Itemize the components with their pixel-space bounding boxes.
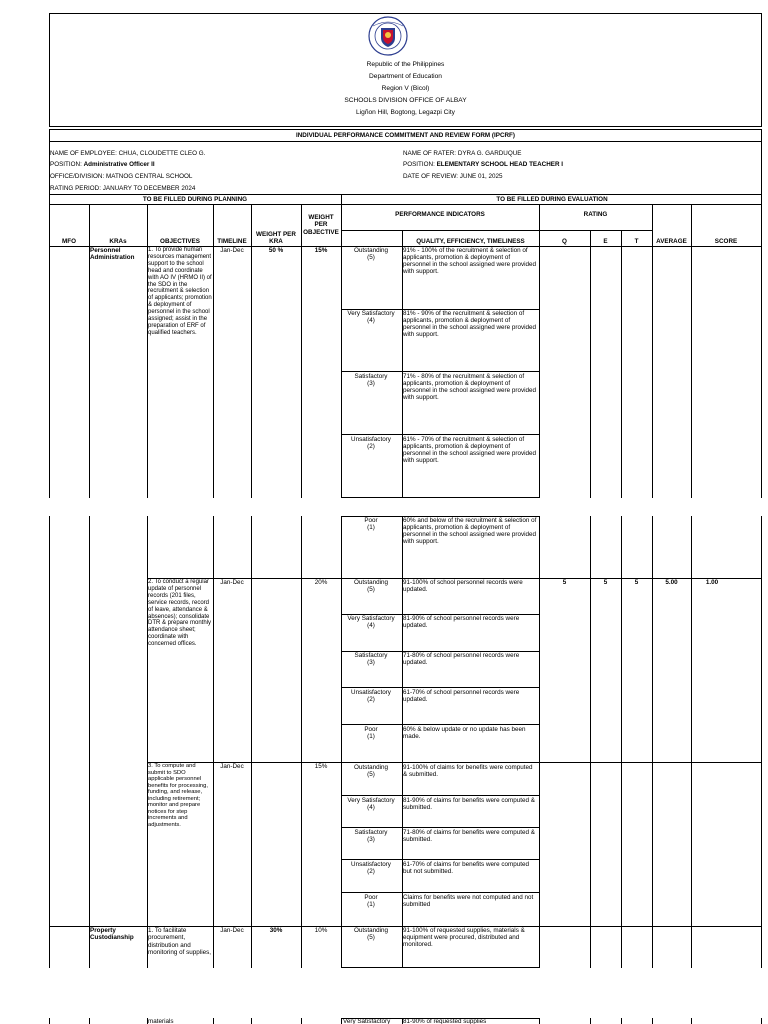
rater-position: ELEMENTARY SCHOOL HEAD TEACHER I — [436, 161, 564, 168]
objective-3-text: 3. To compute and submit to SDO applicable personnel benefits for processing, funding, and release, including retirement; monitor and prepare notices for step increments and adjustments. — [148, 763, 208, 828]
employee-name: CHUA, CLOUDETTE CLEO G. — [118, 150, 206, 157]
obj1-indicator-poor: 60% and below of the recruitment & selection of applicants, promotion & deployment of personnel in the school assigned were provided with support. — [403, 517, 537, 545]
col-qet: QUALITY, EFFICIENCY, TIMELINESS — [416, 238, 525, 245]
kra2-objective-1-continued: materials — [148, 1018, 174, 1024]
objective-1-weight: 15% — [314, 247, 328, 254]
obj1-indicator-unsatisfactory: 61% - 70% of the recruitment & selection of applicants, promotion & deployment of personnel in the school assigned were provided with support. — [403, 436, 537, 464]
obj1-indicator-outstanding: 91% - 100% of the recruitment & selection of applicants, promotion & deployment of personnel in the school assigned were provided with support. — [403, 247, 537, 275]
kra2-objective-1-weight: 10% — [314, 927, 328, 934]
employee-name-row — [50, 150, 205, 157]
deped-seal-icon — [359, 16, 417, 56]
col-kras: KRAs — [109, 238, 127, 245]
rater-position-label: POSITION: — [403, 161, 435, 168]
review-date-label: DATE OF REVIEW: — [403, 173, 459, 180]
obj3-indicator-satisfactory: 71-80% of claims for benefits were computed & submitted. — [403, 829, 535, 843]
kra2-obj1-level-very-satisfactory: Very Satisfactory — [343, 1018, 391, 1024]
obj1-indicator-very-satisfactory: 81% - 90% of the recruitment & selection of applicants, promotion & deployment of personnel in the school assigned were provided with support. — [403, 310, 537, 338]
employee-name-label: NAME OF EMPLOYEE: — [50, 150, 117, 157]
review-date-row — [403, 173, 503, 180]
rating-period-row — [50, 185, 195, 192]
rater-position-row — [403, 161, 563, 168]
obj1-level-outstanding: Outstanding (5) — [354, 247, 388, 261]
obj1-level-poor: Poor (1) — [364, 517, 378, 531]
kra-personnel-administration: Personnel Administration — [90, 247, 135, 262]
rating-period-label: RATING PERIOD: — [50, 185, 101, 192]
obj1-level-satisfactory: Satisfactory (3) — [354, 373, 388, 387]
obj3-level-satisfactory: Satisfactory (3) — [354, 829, 388, 843]
obj2-indicator-unsatisfactory: 61-70% of school personnel records were updated. — [403, 689, 520, 703]
obj2-indicator-outstanding: 91-100% of school personnel records were updated. — [403, 579, 523, 593]
obj2-indicator-poor: 60% & below update or no update has been made. — [403, 726, 526, 740]
objective-2-e: 5 — [603, 579, 608, 586]
obj1-indicator-satisfactory: 71% - 80% of the recruitment & selection of applicants, promotion & deployment of personnel in the school assigned were provided with support. — [403, 373, 537, 401]
header-line-division: SCHOOLS DIVISION OFFICE OF ALBAY — [344, 97, 467, 104]
col-timeline: TIMELINE — [217, 238, 247, 245]
employee-office-row — [50, 173, 192, 180]
kra2-objective-1-text: 1. To facilitate procurement, distribution and monitoring of supplies, — [148, 927, 212, 957]
obj1-level-very-satisfactory: Very Satisfactory (4) — [347, 310, 395, 324]
objective-2-weight: 20% — [314, 579, 328, 586]
employee-position-row — [50, 161, 155, 168]
col-average: AVERAGE — [656, 238, 687, 245]
review-date: JUNE 01, 2025 — [459, 173, 503, 180]
obj2-indicator-satisfactory: 71-80% of school personnel records were updated. — [403, 652, 520, 666]
obj3-indicator-poor: Claims for benefits were not computed and not submitted — [403, 894, 534, 908]
kra-property-custodianship: Property Custodianship — [90, 927, 134, 942]
objective-3-weight: 15% — [314, 763, 328, 770]
obj2-level-outstanding: Outstanding (5) — [354, 579, 388, 593]
form-title: INDIVIDUAL PERFORMANCE COMMITMENT AND REVIEW FORM (IPCRF) — [296, 132, 515, 139]
objective-1-text: 1. To provide human resources management support to the school head and coordinate with AO IV (HRMO II) of the SDO in the recruitment & selection of applicants; promotion & deployment of personnel in the school assigned; assist in the preparation of ERF of qualified teachers. — [148, 247, 212, 336]
header-line-address: Ligñon Hill, Bogtong, Legazpi City — [356, 109, 455, 116]
rater-name-row — [403, 150, 522, 157]
col-performance-indicators: PERFORMANCE INDICATORS — [395, 211, 485, 218]
obj2-level-satisfactory: Satisfactory (3) — [354, 652, 388, 666]
objective-2-score: 1.00 — [705, 579, 719, 586]
header-line-department: Department of Education — [369, 73, 442, 80]
header-line-region: Region V (Bicol) — [381, 85, 430, 92]
employee-position: Administrative Officer II — [83, 161, 155, 168]
employee-position-label: POSITION: — [50, 161, 82, 168]
obj2-level-very-satisfactory: Very Satisfactory (4) — [347, 615, 395, 629]
col-weight-kra: WEIGHT PER KRA — [256, 231, 296, 246]
col-rating: RATING — [583, 211, 608, 218]
header-line-republic: Republic of the Philippines — [366, 61, 445, 68]
objective-2-q: 5 — [562, 579, 567, 586]
planning-section-header: TO BE FILLED DURING PLANNING — [142, 196, 248, 203]
kra-2-weight: 30% — [269, 927, 283, 934]
obj3-indicator-unsatisfactory: 61-70% of claims for benefits were computed but not submitted. — [403, 861, 529, 875]
col-mfo: MFO — [62, 238, 76, 245]
kra2-obj1-indicator-very-satisfactory: 81-90% of requested supplies — [403, 1018, 487, 1024]
col-q: Q — [562, 238, 567, 245]
col-t: T — [634, 238, 639, 245]
objective-2-text: 2. To conduct a regular update of personnel records (201 files, service records, record of leave, attendance & absences); consolidate DTR & prepare monthly attendance sheet; coordinate with concerned offices. — [148, 579, 212, 648]
obj3-indicator-outstanding: 91-100% of claims for benefits were computed & submitted. — [403, 764, 533, 778]
objective-2-t: 5 — [634, 579, 639, 586]
col-e: E — [603, 238, 608, 245]
obj3-level-outstanding: Outstanding (5) — [354, 764, 388, 778]
col-score: SCORE — [714, 238, 738, 245]
obj1-level-unsatisfactory: Unsatisfactory (2) — [351, 436, 391, 450]
obj2-indicator-very-satisfactory: 81-90% of school personnel records were updated. — [403, 615, 520, 629]
objective-1-timeline: Jan-Dec — [220, 247, 244, 254]
kra2-objective-1-timeline: Jan-Dec — [220, 927, 244, 934]
obj3-level-very-satisfactory: Very Satisfactory (4) — [347, 797, 395, 811]
obj2-level-unsatisfactory: Unsatisfactory (2) — [351, 689, 391, 703]
obj3-indicator-very-satisfactory: 81-90% of claims for benefits were computed & submitted. — [403, 797, 535, 811]
objective-3-timeline: Jan-Dec — [220, 763, 244, 770]
rating-period: JANUARY TO DECEMBER 2024 — [102, 185, 196, 192]
rater-name: DYRA G. GARDUQUE — [457, 150, 522, 157]
objective-2-average: 5.00 — [665, 579, 678, 586]
col-objectives: OBJECTIVES — [160, 238, 200, 245]
rater-name-label: NAME OF RATER: — [403, 150, 457, 157]
obj3-level-poor: Poor (1) — [364, 894, 378, 908]
kra2-obj1-level-outstanding: Outstanding (5) — [354, 927, 388, 941]
objective-2-timeline: Jan-Dec — [220, 579, 244, 586]
kra2-obj1-indicator-outstanding: 91-100% of requested supplies, materials & equipment were procured, distributed and monitored. — [403, 927, 525, 948]
evaluation-section-header: TO BE FILLED DURING EVALUATION — [496, 196, 608, 203]
employee-office: MATNOG CENTRAL SCHOOL — [105, 173, 193, 180]
kra-1-weight: 50 % — [268, 247, 284, 254]
employee-office-label: OFFICE/DIVISION: — [50, 173, 105, 180]
col-weight-objective: WEIGHT PER OBJECTIVE — [303, 214, 339, 236]
obj3-level-unsatisfactory: Unsatisfactory (2) — [351, 861, 391, 875]
obj2-level-poor: Poor (1) — [364, 726, 378, 740]
